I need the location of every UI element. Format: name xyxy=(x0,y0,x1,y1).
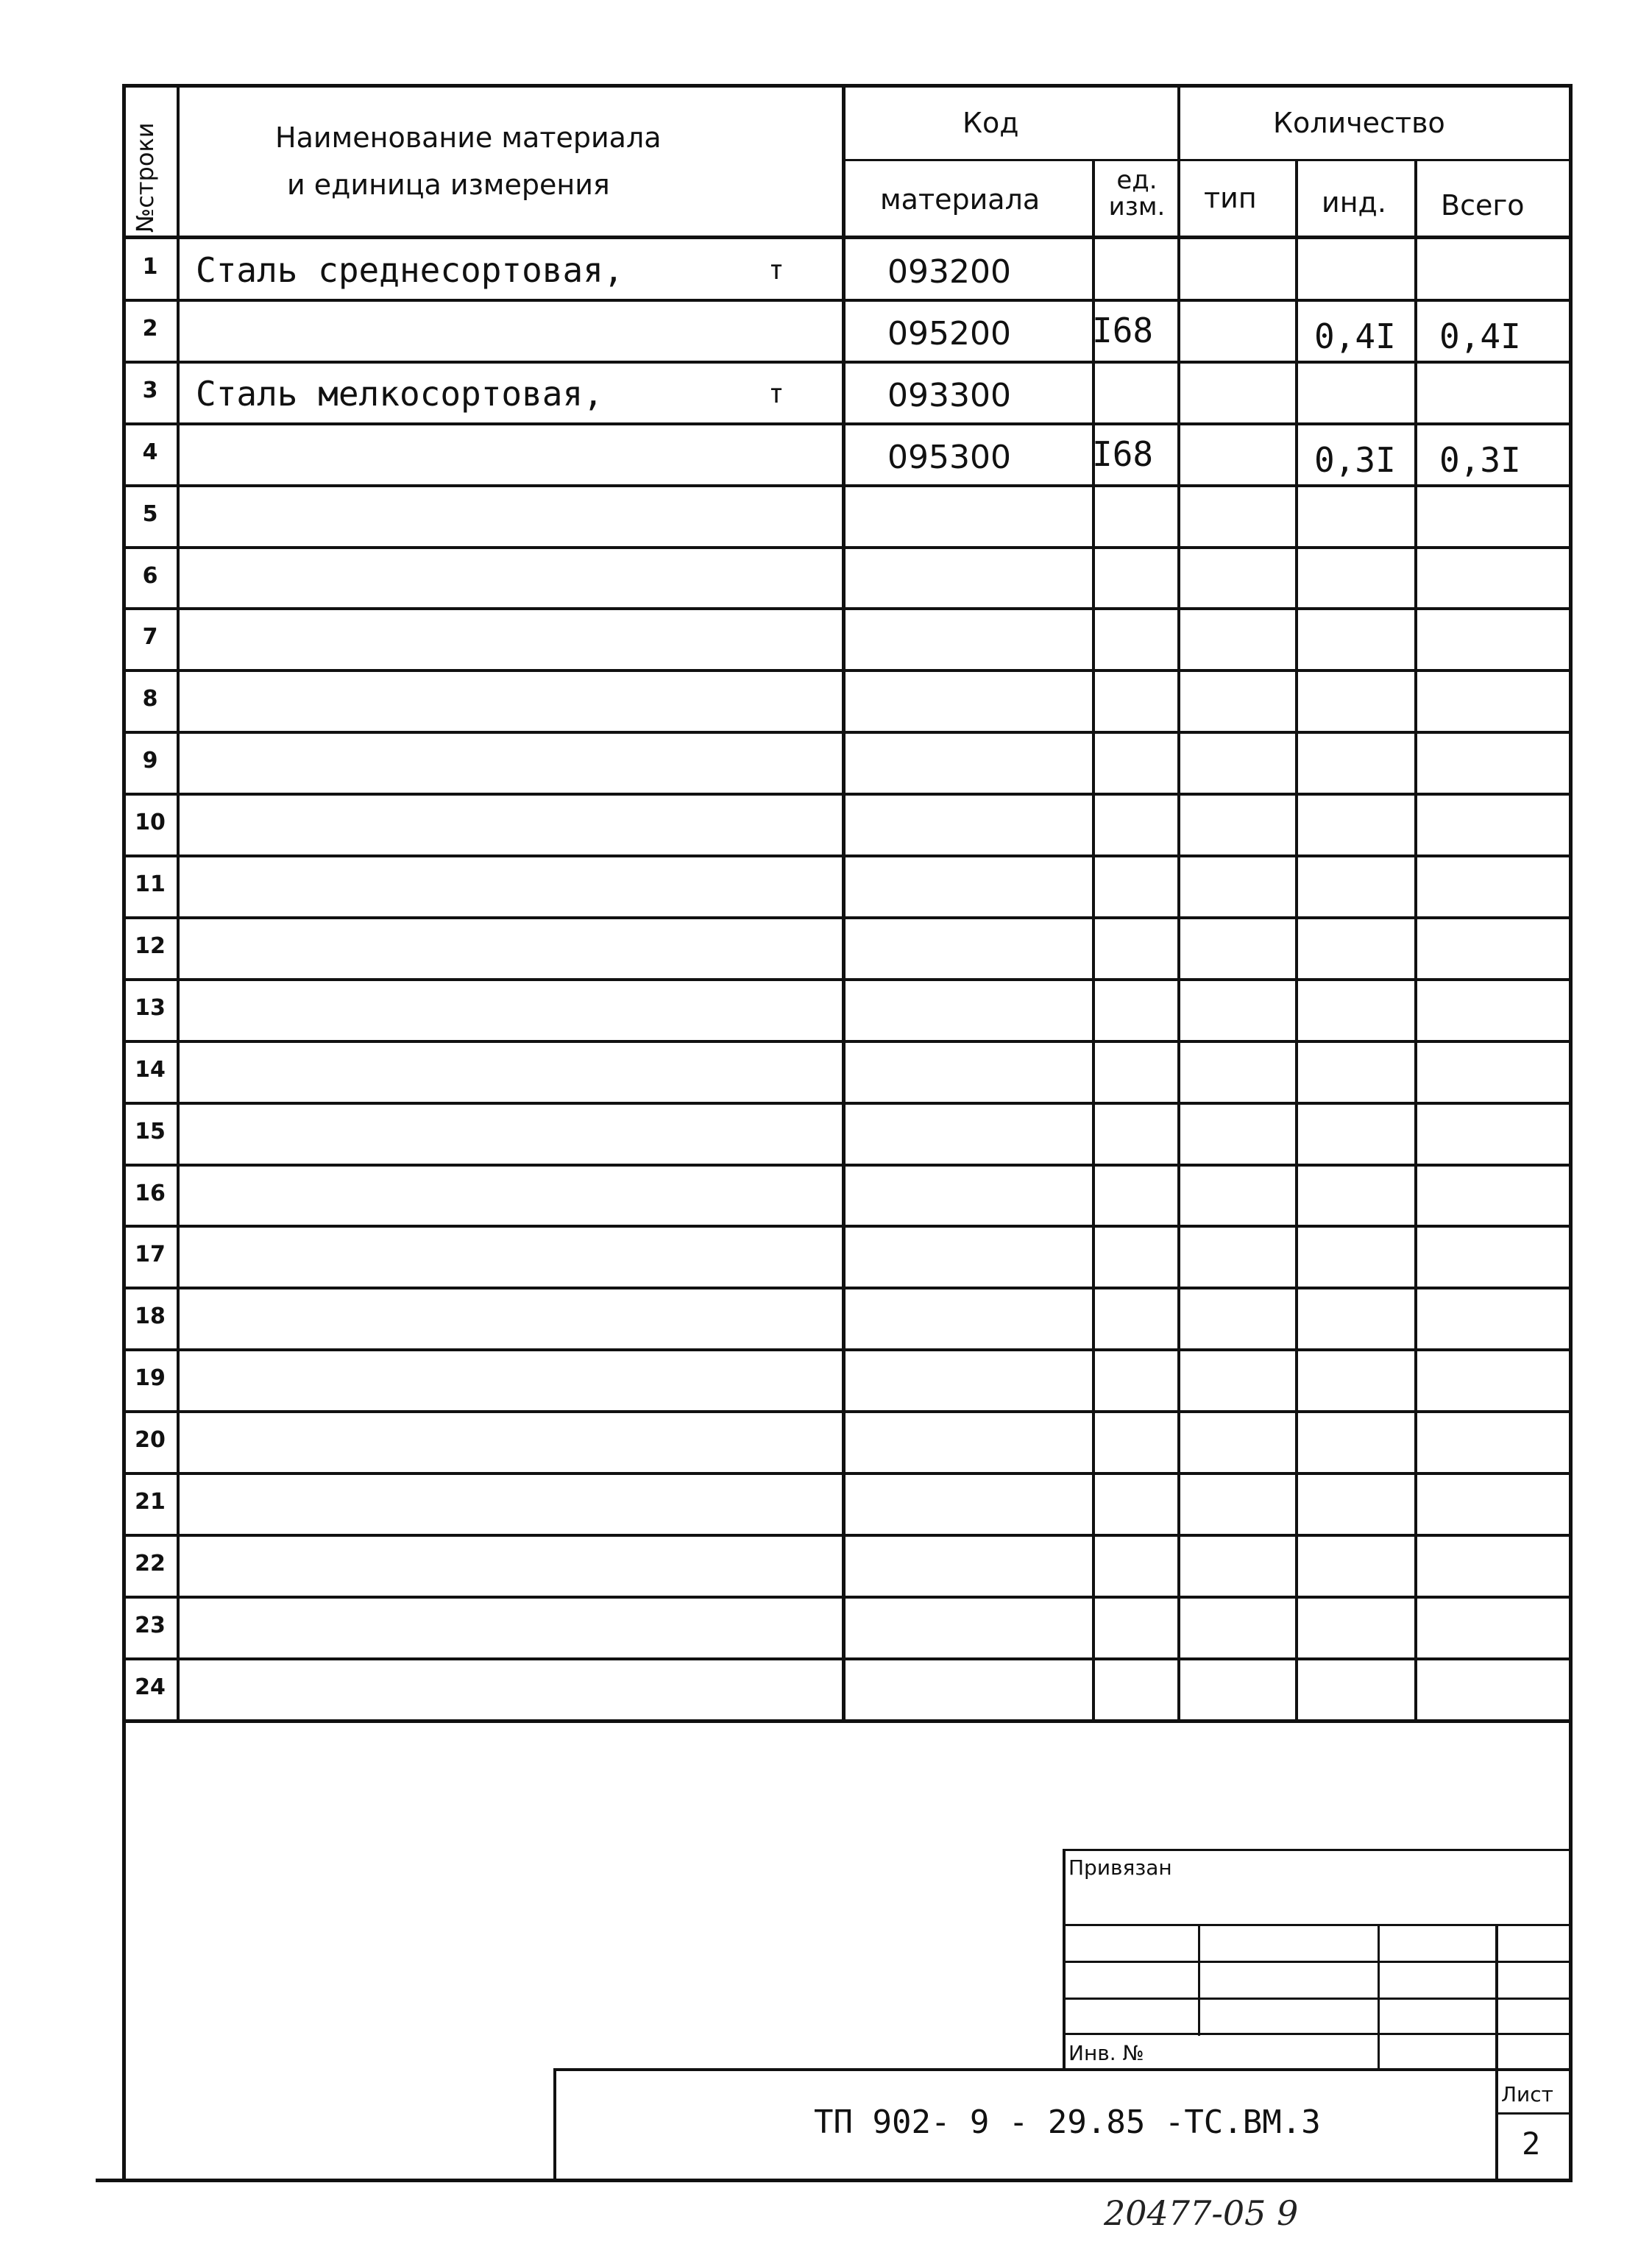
material-subheader: материала xyxy=(880,183,1041,216)
stamp-col-line-2 xyxy=(1378,1924,1380,2070)
material-code: 095300 xyxy=(887,439,1011,476)
handwritten-note: 20477-05 9 xyxy=(1104,2193,1299,2233)
row-number-header: №строки xyxy=(131,122,159,233)
ind-subheader: инд. xyxy=(1322,186,1386,219)
row-number: 11 xyxy=(135,871,166,897)
ind-qty: 0,3I xyxy=(1314,440,1396,480)
table-row xyxy=(0,1102,1652,1164)
linked-label: Привязан xyxy=(1068,1855,1172,1880)
document-code: ТП 902- 9 - 29.85 -ТС.ВМ.3 xyxy=(814,2103,1321,2141)
row-number: 14 xyxy=(135,1057,166,1083)
table-row xyxy=(0,361,1652,422)
table-row xyxy=(0,546,1652,608)
material-code: 095200 xyxy=(887,315,1011,353)
table-row xyxy=(0,793,1652,854)
unit-subheader-line2: изм. xyxy=(1108,191,1166,222)
table-row xyxy=(0,1287,1652,1348)
table-row xyxy=(0,1164,1652,1225)
sheet-label: Лист xyxy=(1501,2082,1553,2106)
doc-box-left-line xyxy=(553,2068,556,2182)
sheet-number: 2 xyxy=(1522,2126,1541,2162)
table-row xyxy=(0,299,1652,361)
name-header-line1: Наименование материала xyxy=(275,121,662,154)
stamp-left-line xyxy=(1063,1849,1066,2070)
total-qty: 0,3I xyxy=(1439,440,1521,480)
table-row xyxy=(0,978,1652,1040)
table-row xyxy=(0,607,1652,669)
row-number: 5 xyxy=(142,501,158,527)
row-number: 15 xyxy=(135,1119,166,1144)
material-name: Сталь среднесортовая, xyxy=(196,250,624,290)
table-row xyxy=(0,484,1652,546)
ind-qty: 0,4I xyxy=(1314,316,1396,356)
row-number: 17 xyxy=(135,1242,166,1267)
sheet-label-line xyxy=(1495,2112,1572,2115)
table-row xyxy=(0,854,1652,916)
material-code: 093300 xyxy=(887,377,1011,414)
row-number: 1 xyxy=(142,254,158,280)
material-name: Сталь мелкосортовая, xyxy=(196,374,603,414)
unit-subheader-line1: ед. xyxy=(1116,166,1158,195)
row-number: 9 xyxy=(142,748,158,774)
row-number: 10 xyxy=(135,810,166,835)
table-row xyxy=(0,1225,1652,1287)
table-row xyxy=(0,237,1652,299)
row-number: 3 xyxy=(142,378,158,403)
quantity-header: Количество xyxy=(1273,107,1445,139)
row-number: 13 xyxy=(135,995,166,1021)
type-subheader: тип xyxy=(1204,182,1257,214)
sheet-bottom-border xyxy=(96,2179,1573,2182)
unit-letter: т xyxy=(768,379,784,409)
table-top-border xyxy=(122,84,1572,88)
total-subheader: Всего xyxy=(1441,189,1525,222)
row-number: 18 xyxy=(135,1303,166,1329)
code-header: Код xyxy=(963,107,1019,139)
doc-box-top-line xyxy=(553,2068,1572,2071)
unit-code: I68 xyxy=(1092,434,1154,474)
material-code: 093200 xyxy=(887,253,1011,291)
row-number: 8 xyxy=(142,686,158,712)
table-row xyxy=(0,1596,1652,1657)
table-row xyxy=(0,1657,1652,1719)
stamp-col-line-1 xyxy=(1198,1924,1200,2036)
row-number: 20 xyxy=(135,1427,166,1453)
row-number: 21 xyxy=(135,1489,166,1515)
row-number: 22 xyxy=(135,1551,166,1577)
row-number: 23 xyxy=(135,1613,166,1638)
table-bottom-line xyxy=(122,1719,1572,1723)
total-qty: 0,4I xyxy=(1439,316,1521,356)
unit-subheader xyxy=(1096,168,1177,220)
table-row xyxy=(0,1348,1652,1410)
unit-code: I68 xyxy=(1092,311,1154,350)
unit-letter: т xyxy=(768,255,784,286)
table-row xyxy=(0,422,1652,484)
inv-no-label: Инв. № xyxy=(1068,2041,1144,2065)
row-number: 4 xyxy=(142,439,158,465)
header-mid-line xyxy=(842,159,1572,161)
table-row xyxy=(0,731,1652,793)
stamp-top-line xyxy=(1063,1849,1572,1851)
table-row xyxy=(0,916,1652,978)
stamp-col-line-3 xyxy=(1495,1924,1498,2182)
row-number: 6 xyxy=(142,563,158,589)
row-number: 2 xyxy=(142,316,158,342)
table-row xyxy=(0,1472,1652,1534)
row-number: 16 xyxy=(135,1181,166,1206)
row-number: 7 xyxy=(142,624,158,650)
row-number: 12 xyxy=(135,933,166,959)
table-row xyxy=(0,669,1652,731)
row-number: 19 xyxy=(135,1365,166,1391)
table-row xyxy=(0,1410,1652,1472)
row-number: 24 xyxy=(135,1674,166,1700)
table-row xyxy=(0,1040,1652,1102)
name-header-line2: и единица измерения xyxy=(287,169,610,201)
table-row xyxy=(0,1534,1652,1596)
